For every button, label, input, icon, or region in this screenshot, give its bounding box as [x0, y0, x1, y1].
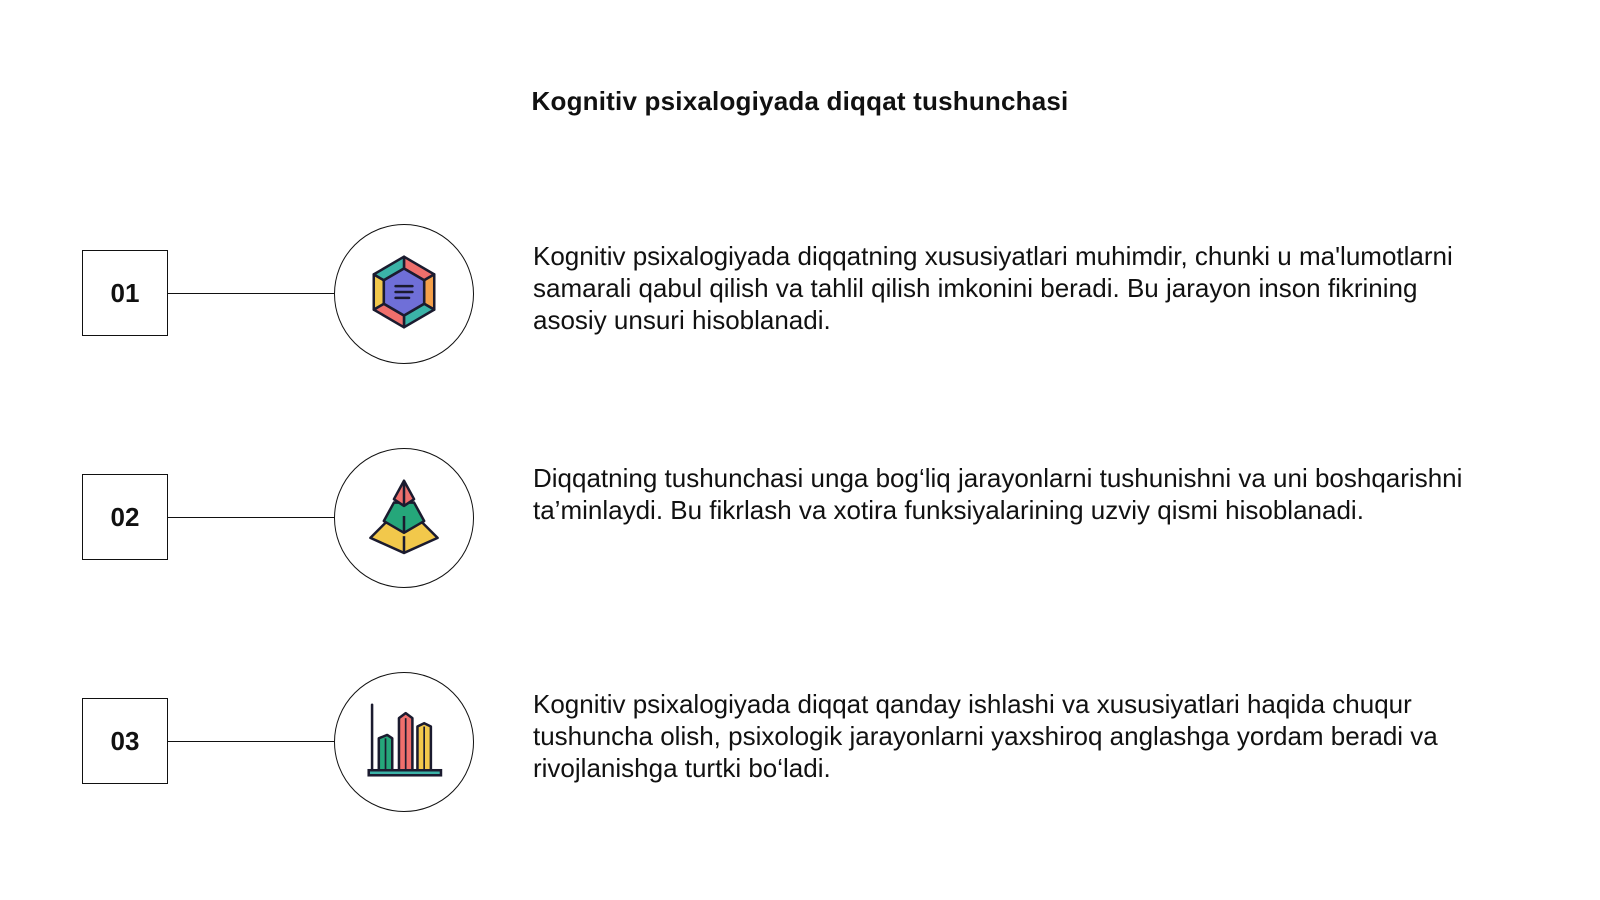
item-description: Kognitiv psixalogiyada diqqatning xususiyatlari muhimdir, chunki u ma'lumotlarni samarali qabul qilish va tahlil qilish imkonini beradi. Bu jarayon inson fikrining asosiy unsuri hisoblanadi.: [533, 241, 1453, 335]
connector-line: [168, 517, 334, 518]
list-item: [0, 224, 1600, 364]
item-description: Kognitiv psixalogiyada diqqat qanday ishlashi va xususiyatlari haqida chuqur tushuncha olish, psixologik jarayonlarni yaxshiroq anglashga yordam beradi va rivojlanishga turtki bo‘ladi.: [533, 689, 1438, 783]
item-number-box: 01: [82, 250, 168, 336]
icon-circle: [334, 224, 474, 364]
hexagon-document-icon: [362, 250, 446, 339]
item-number-box: 02: [82, 474, 168, 560]
list-item: [0, 448, 1600, 588]
icon-circle: [334, 448, 474, 588]
page-title: Kognitiv psixalogiyada diqqat tushunchasi: [531, 86, 1069, 116]
connector-line: [168, 741, 334, 742]
pyramid-icon: [362, 474, 446, 563]
icon-circle: [334, 672, 474, 812]
item-number-box: 03: [82, 698, 168, 784]
item-description: Diqqatning tushunchasi unga bog‘liq jarayonlarni tushunishni va uni boshqarishni ta’minlaydi. Bu fikrlash va xotira funksiyalarining uzviy qismi hisoblanadi.: [533, 463, 1463, 525]
bar-chart-icon: [362, 698, 446, 787]
connector-line: [168, 293, 334, 294]
list-item: [0, 672, 1600, 812]
